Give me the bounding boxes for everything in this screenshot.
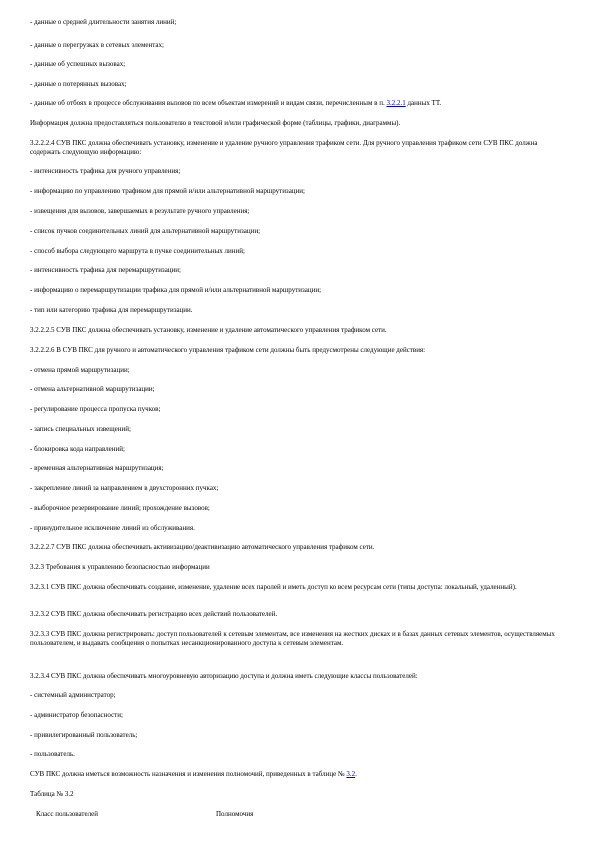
paragraph: - данные о средней длительности занятия линий; xyxy=(30,18,177,26)
paragraph: 3.2.2.2.4 СУВ ПКС должна обеспечивать установку, изменение и удаление ручного управления трафиком сети. Для ручного управления трафиком сети СУВ ПКС должна содержать следующую информацию: xyxy=(30,139,538,156)
paragraph: - администратор безопасности; xyxy=(30,711,123,719)
paragraph: - принудительное исключение линий из обслуживания. xyxy=(30,524,195,532)
paragraph: 3.2.2.2.7 СУВ ПКС должна обеспечивать активизацию/деактивизацию автоматического управления трафиком сети. xyxy=(30,543,375,551)
paragraph: - способ выбора следующего маршрута в пучке соединительных линий; xyxy=(30,247,245,255)
paragraph: - отмена альтернативной маршрутизации; xyxy=(30,385,155,393)
paragraph: - список пучков соединительных линий для альтернативной маршрутизации; xyxy=(30,227,261,235)
paragraph: - регулирование процесса пропуска пучков; xyxy=(30,405,161,413)
paragraph: 3.2.3.3 СУВ ПКС должна регистрировать: доступ пользователей к сетевым элементам, все изменения на жестких дисках и в базах данных сетевых элементов, осуществляемых пользователем, и выдавать сообщения о попытках несанкционированного доступа к сетевым элементам. xyxy=(30,630,555,647)
table-header-permissions: Полномочия xyxy=(216,810,254,818)
paragraph: Информация должна предоставляться пользователю в текстовой и/или графической форме (таблицы, графики, диаграммы). xyxy=(30,119,401,127)
paragraph: 3.2.2.2.5 СУВ ПКС должна обеспечивать установку, изменение и удаление автоматического управления трафиком сети. xyxy=(30,326,387,334)
paragraph: - данные о потерянных вызовах; xyxy=(30,80,127,88)
paragraph: - временная альтернативная маршрутизация; xyxy=(30,464,164,472)
paragraph: - информацию о перемаршрутизации трафика для прямой и/или альтернативной маршрутизации; xyxy=(30,286,322,294)
paragraph: - запись специальных извещений; xyxy=(30,425,131,433)
paragraph: - интенсивность трафика для перемаршрутизации; xyxy=(30,266,181,274)
paragraph-text: - данные об отбоях в процессе обслуживания вызовов по всем объектам измерений и видам связи, перечисленным в п. xyxy=(30,99,385,107)
paragraph: - блокировка кода направлений; xyxy=(30,445,125,453)
paragraph: - отмена прямой маршрутизации; xyxy=(30,366,130,374)
paragraph-with-link xyxy=(30,99,565,108)
paragraph: - данные о перегрузках в сетевых элементах; xyxy=(30,41,164,49)
paragraph-with-link xyxy=(30,770,565,779)
paragraph: - данные об успешных вызовах; xyxy=(30,60,126,68)
paragraph: - тип или категорию трафика для перемаршрутизации. xyxy=(30,306,193,314)
section-heading: 3.2.3 Требования к управлению безопасностью информации xyxy=(30,563,210,571)
paragraph: - выборочное резервирование линий; прохождение вызовов; xyxy=(30,504,210,512)
paragraph-text: СУВ ПКС должна иметься возможность назначения и изменения полномочий, приведенных в таблице № xyxy=(30,770,345,778)
paragraph: - интенсивность трафика для ручного управления; xyxy=(30,167,181,175)
paragraph: 3.2.2.2.6 В СУВ ПКС для ручного и автоматического управления трафиком сети должны быть предусмотрены следующие действия: xyxy=(30,346,426,354)
paragraph-tail: данных ТТ. xyxy=(405,99,442,107)
paragraph: - закрепление линий за направлением в двухсторонних пучках; xyxy=(30,484,219,492)
paragraph: - пользователь. xyxy=(30,750,75,758)
table-caption: Таблица № 3.2 xyxy=(30,790,74,798)
paragraph-tail: . xyxy=(355,770,357,778)
paragraph: 3.2.3.2 СУВ ПКС должна обеспечивать регистрацию всех действий пользователей. xyxy=(30,610,278,618)
paragraph: - системный администратор; xyxy=(30,691,116,699)
paragraph: - извещения для вызовов, завершаемых в результате ручного управления; xyxy=(30,207,250,215)
paragraph: 3.2.3.1 СУВ ПКС должна обеспечивать создание, изменение, удаление всех паролей и иметь доступ ко всем ресурсам сети (типы доступа: локальный, удаленный). xyxy=(30,583,517,591)
paragraph: - привилегированный пользователь; xyxy=(30,731,138,739)
paragraph: 3.2.3.4 СУВ ПКС должна обеспечивать многоуровневую авторизацию доступа и должна иметь следующие классы пользователей: xyxy=(30,672,418,680)
link-table-3-2[interactable]: 3.2 xyxy=(346,770,356,778)
table-header-user-class: Класс пользователей xyxy=(36,810,98,818)
paragraph: - информацию по управлению трафиком для прямой и/или альтернативной маршрутизации; xyxy=(30,187,305,195)
link-section-3-2-2-1[interactable]: 3.2.2.1 xyxy=(386,99,406,107)
